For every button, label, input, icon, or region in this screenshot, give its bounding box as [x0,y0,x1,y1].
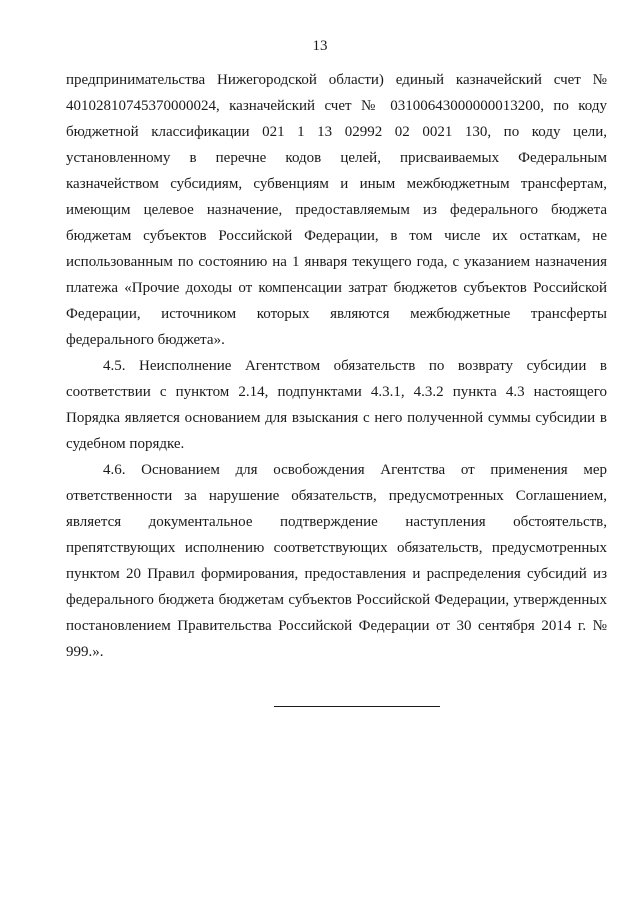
document-body [66,67,607,665]
end-of-document-divider [274,706,440,707]
page-number: 13 [312,38,328,54]
paragraph-4-6: 4.6. Основанием для освобождения Агентства от применения мер ответственности за нарушение обязательств, предусмотренных Соглашением, является документальное подтверждение наступления обстоятельств, препятствующих исполнению соответствующих обязательств, предусмотренных пунктом 20 Правил формирования, предоставления и распределения субсидий из федерального бюджета бюджетам субъектов Российской Федерации, утвержденных постановлением Правительства Российской Федерации от 30 сентября 2014 г. № 999.». [66,462,607,660]
paragraph-4-5: 4.5. Неисполнение Агентством обязательств по возврату субсидии в соответствии с пунктом 2.14, подпунктами 4.3.1, 4.3.2 пункта 4.3 настоящего Порядка является основанием для взыскания с него полученной суммы субсидии в судебном порядке. [66,358,607,452]
paragraph-payment-details: предпринимательства Нижегородской области) единый казначейский счет № 40102810745370000024, казначейский счет № 03100643000000013200, по коду бюджетной классификации 021 1 13 02992 02 0021 130, по коду цели, установленному в перечне кодов целей, присваиваемых Федеральным казначейством субсидиям, субвенциям и иным межбюджетным трансфертам, имеющим целевое назначение, предоставляемым из федерального бюджета бюджетам субъектов Российской Федерации, в том числе их остаткам, не использованным по состоянию на 1 января текущего года, с указанием назначения платежа «Прочие доходы от компенсации затрат бюджетов субъектов Российской Федерации, источником которых являются межбюджетные трансферты федерального бюджета». [66,72,607,348]
